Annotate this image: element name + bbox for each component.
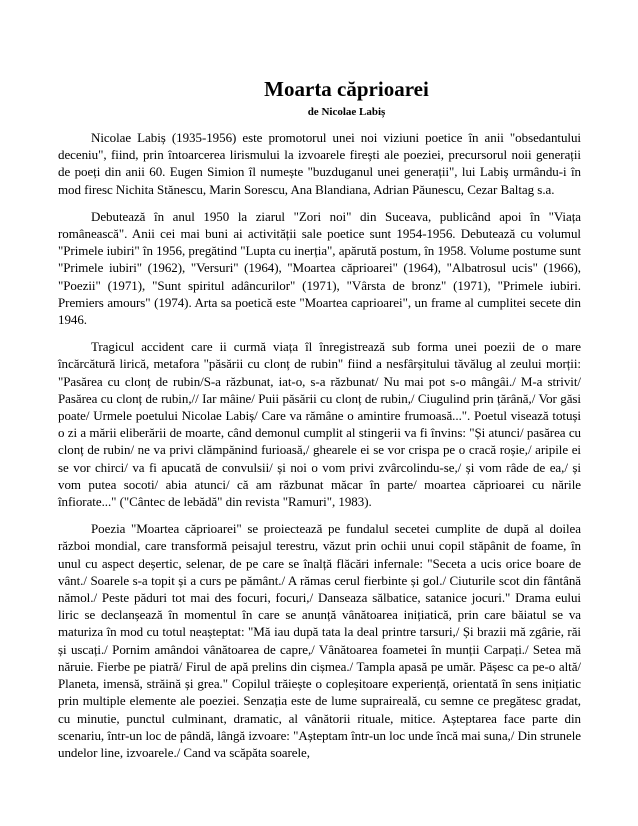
paragraph-1: Nicolae Labiș (1935-1956) este promotorul unei noi viziuni poetice în anii "obsedantului deceniu", fiind, prin întoarcerea lirismului la izvoarele firești ale poeziei, precursorul noii generații de poeți din anii 60. Eugen Simion îl numește "buzduganul unei generații", lui Labiș urmându-i în mod firesc Nichita Stănescu, Marin Sorescu, Ana Blandiana, Adrian Păunescu, Cezar Baltag s.a.	[58, 130, 581, 197]
document-author: de Nicolae Labiș	[307, 106, 386, 118]
paragraph-4: Poezia "Moartea căprioarei" se proiectează pe fundalul secetei cumplite de după al doilea război mondial, care transformă peisajul terestru, văzut prin ochii unui copil stăpânit de foame, în unul cu aspect deșertic, selenar, de pe care se înalță flăcări infernale: "Seceta a ucis orice boare de vânt./ Soarele s-a topit și a curs pe pământ./ A rămas cerul fierbinte și gol./ Ciuturile scot din fântână nămol./ Peste păduri tot mai des focuri, focuri,/ Danseaza sălbatice, satanice jocuri." Drama eului liric se declanșează în momentul în care se anunță vânătoarea inițiatică, prin care băiatul se va maturiza în mod cu totul neașteptat: "Mă iau după tata la deal printre tarsuri,/ Și brazii mă zgârie, răi și uscați./ Pornim amândoi vânătoarea de capre,/ Vânătoarea foametei în munții Carpați./ Setea mă năruie. Fierbe pe piatră/ Firul de apă prelins din cișmea./ Tampla apasă pe umăr. Pășesc ca pe-o altă/ Planeta, imensă, străină și grea." Copilul trăiește o copleșitoare experiență, orientată în sens inițiatic prin multiple elemente ale poeziei. Senzația este de lume supraireală, cu semne ce pregătesc gradat, cu minutie, punctul culminant, dramatic, al vânătorii rituale, mitice. Așteptarea face parte din scenariu, într-un loc de pândă, lângă izvoare: "Așteptam într-un loc unde încă mai suna,/ Din strunele undelor line, izvoarele./ Cand va scăpăta soarele,	[58, 521, 581, 760]
paragraph-3: Tragicul accident care ii curmă viața îl înregistrează sub forma unei poezii de o mare încărcătură lirică, metafora "păsării cu clonț de rubin" fiind a nesfârșitului tăvălug al zeului morții: "Pasărea cu clonț de rubin/S-a răzbunat, iat-o, s-a răzbunat/ Nu mai pot s-o mângâi./ M-a strivit/ Pasărea cu clonț de rubin,// Iar mâine/ Puii păsării cu clonț de rubin,/ Ciugulind prin țărână,/ Vor găsi poate/ Urmele poetului Nicolae Labiș/ Care va rămâne o amintire frumoasă...". Poetul visează totuși o zi a mării eliberării de moarte, când demonul cumplit al stingerii va fi învins: "Și atunci/ pasărea cu clonț de rubin/ ne va privi clămpănind furioasă,/ ghearele ei se vor crispa pe o cracă roșie,/ aripile ei se vor chirci/ va fi apucată de convulsii/ și noi o vom privi zvârcolindu-se,/ și vom râde de ea,/ și vom putea socoti/ abia atunci/ că am răzbunat măcar în parte/ moartea căprioarei cu nările înfiorate..." ("Cântec de lebădă" din revista "Ramuri", 1983).	[58, 339, 581, 510]
paragraph-2: Debutează în anul 1950 la ziarul "Zori noi" din Suceava, publicând apoi în "Viața românească". Anii cei mai buni ai activității sale poetice sunt 1954-1956. Debutează cu volumul "Primele iubiri" în 1956, pregătind "Lupta cu inerția", apărută postum, în 1958. Volume postume sunt "Primele iubiri" (1962), "Versuri" (1964), "Moartea căprioarei" (1964), "Albatrosul ucis" (1966), "Poezii" (1971), "Sunt spiritul adâncurilor" (1971), "Vârsta de bronz" (1971), "Primele iubiri. Premiers amours" (1974). Arta sa poetică este "Moartea caprioarei", un frame al cumplitei secete din 1946.	[58, 208, 581, 328]
document-title: Moarta căprioarei	[264, 77, 429, 101]
document-page	[58, 76, 581, 771]
